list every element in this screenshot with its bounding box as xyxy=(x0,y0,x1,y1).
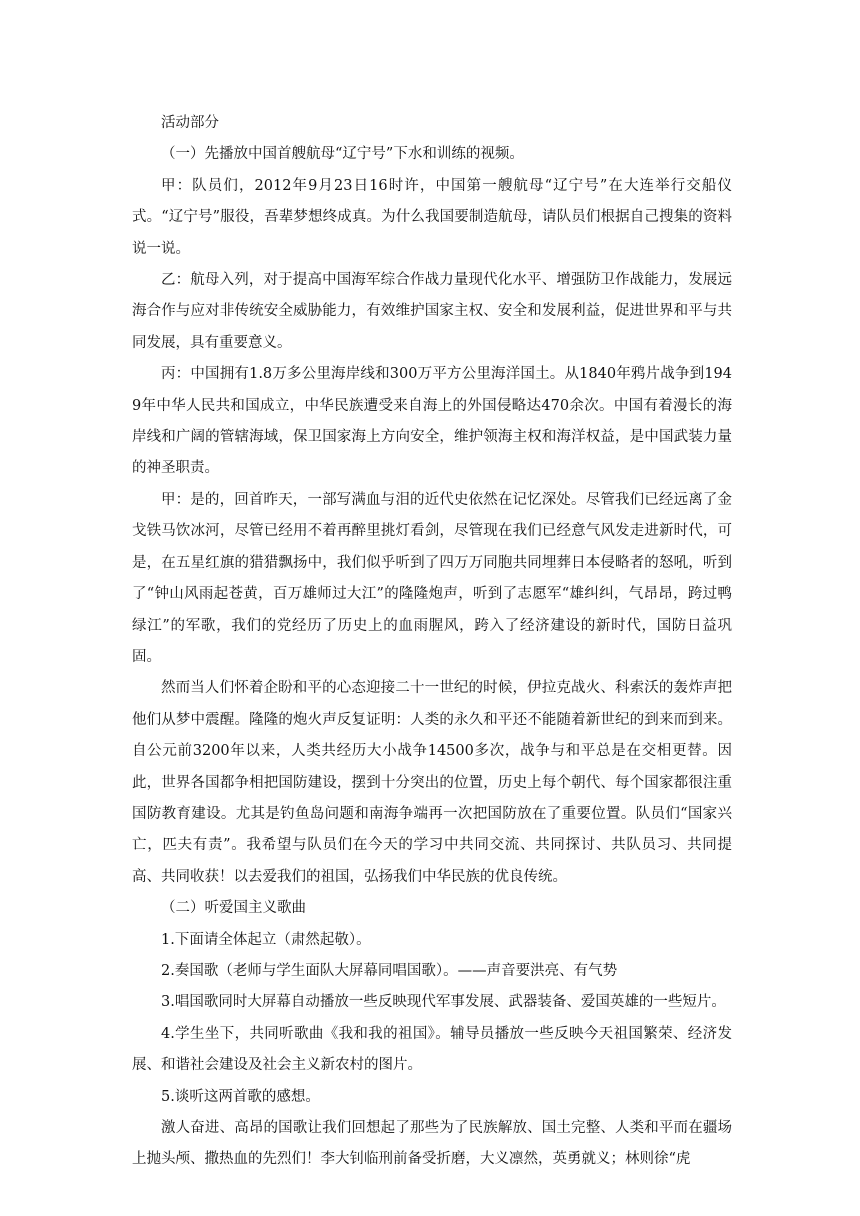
paragraph: 甲：是的，回首昨天，一部写满血与泪的近代史依然在记忆深处。尽管我们已经远离了金戈铁马饮冰河，尽管已经用不着再醉里挑灯看剑，尽管现在我们已经意气风发走进新时代，可是，在五星红旗的猎猎飘扬中，我们似乎听到了四万万同胞共同埋葬日本侵略者的怒吼，听到了“钟山风雨起苍黄，百万雄师过大江”的隆隆炮声，听到了志愿军“雄纠纠，气昂昂，跨过鸭绿江”的军歌，我们的党经历了历史上的血雨腥风，跨入了经济建设的新时代，国防日益巩固。 xyxy=(132,491,732,665)
list-item: 4.学生坐下，共同听歌曲《我和我的祖国》。辅导员播放一些反映今天祖国繁荣、经济发展、和谐社会建设及社会主义新农村的图片。 xyxy=(132,1025,732,1074)
list-item: 1.下面请全体起立（肃然起敬）。 xyxy=(161,931,371,948)
subsection-heading: （二）听爱国主义歌曲 xyxy=(161,900,306,917)
paragraph: 乙：航母入列，对于提高中国海军综合作战力量现代化水平、增强防卫作战能力，发展远海合作与应对非传统安全威胁能力，有效维护国家主权、安全和发展利益，促进世界和平与共同发展，具有重要意义。 xyxy=(132,272,732,351)
section-heading: 活动部分 xyxy=(161,115,219,131)
paragraph: 激人奋进、高昂的国歌让我们回想起了那些为了民族解放、国土完整、人类和平而在疆场上抛头颅、撒热血的先烈们！李大钊临刑前备受折磨，大义凛然，英勇就义；林则徐“虎 xyxy=(132,1120,732,1168)
subsection-heading: （一）先播放中国首艘航母“辽宁号”下水和训练的视频。 xyxy=(161,146,524,163)
paragraph: 然而当人们怀着企盼和平的心态迎接二十一世纪的时候，伊拉克战火、科索沃的轰炸声把他们从梦中震醒。隆隆的炮火声反复证明：人类的永久和平还不能随着新世纪的到来而到来。自公元前3200年以来，人类共经历大小战争14500多次，战争与和平总是在交相更替。因此，世界各国都争相把国防建设，摆到十分突出的位置，历史上每个朝代、每个国家都很注重国防教育建设。尤其是钓鱼岛问题和南海争端再一次把国防放在了重要位置。队员们“国家兴亡，匹夫有责”。我希望与队员们在今天的学习中共同交流、共同探讨、共队员习、共同提高、共同收获！以去爱我们的祖国，弘扬我们中华民族的优良传统。 xyxy=(132,680,732,885)
document-body xyxy=(132,108,732,1176)
list-item: 3.唱国歌同时大屏幕自动播放一些反映现代军事发展、武器装备、爱国英雄的一些短片。 xyxy=(161,994,726,1011)
list-item: 5.谈听这两首歌的感想。 xyxy=(161,1088,320,1105)
paragraph: 丙：中国拥有1.8万多公里海岸线和300万平方公里海洋国土。从1840年鸦片战争到1949年中华人民共和国成立，中华民族遭受来自海上的外国侵略达470余次。中国有着漫长的海岸线和广阔的管辖海域，保卫国家海上方向安全，维护领海主权和海洋权益，是中国武装力量的神圣职责。 xyxy=(132,366,732,477)
list-item: 2.奏国歌（老师与学生面队大屏幕同唱国歌）。——声音要洪亮、有气势 xyxy=(161,962,618,979)
paragraph: 甲：队员们，2012年9月23日16时许，中国第一艘航母“辽宁号”在大连举行交船仪式。“辽宁号”服役，吾辈梦想终成真。为什么我国要制造航母，请队员们根据自己搜集的资料说一说。 xyxy=(132,177,732,257)
